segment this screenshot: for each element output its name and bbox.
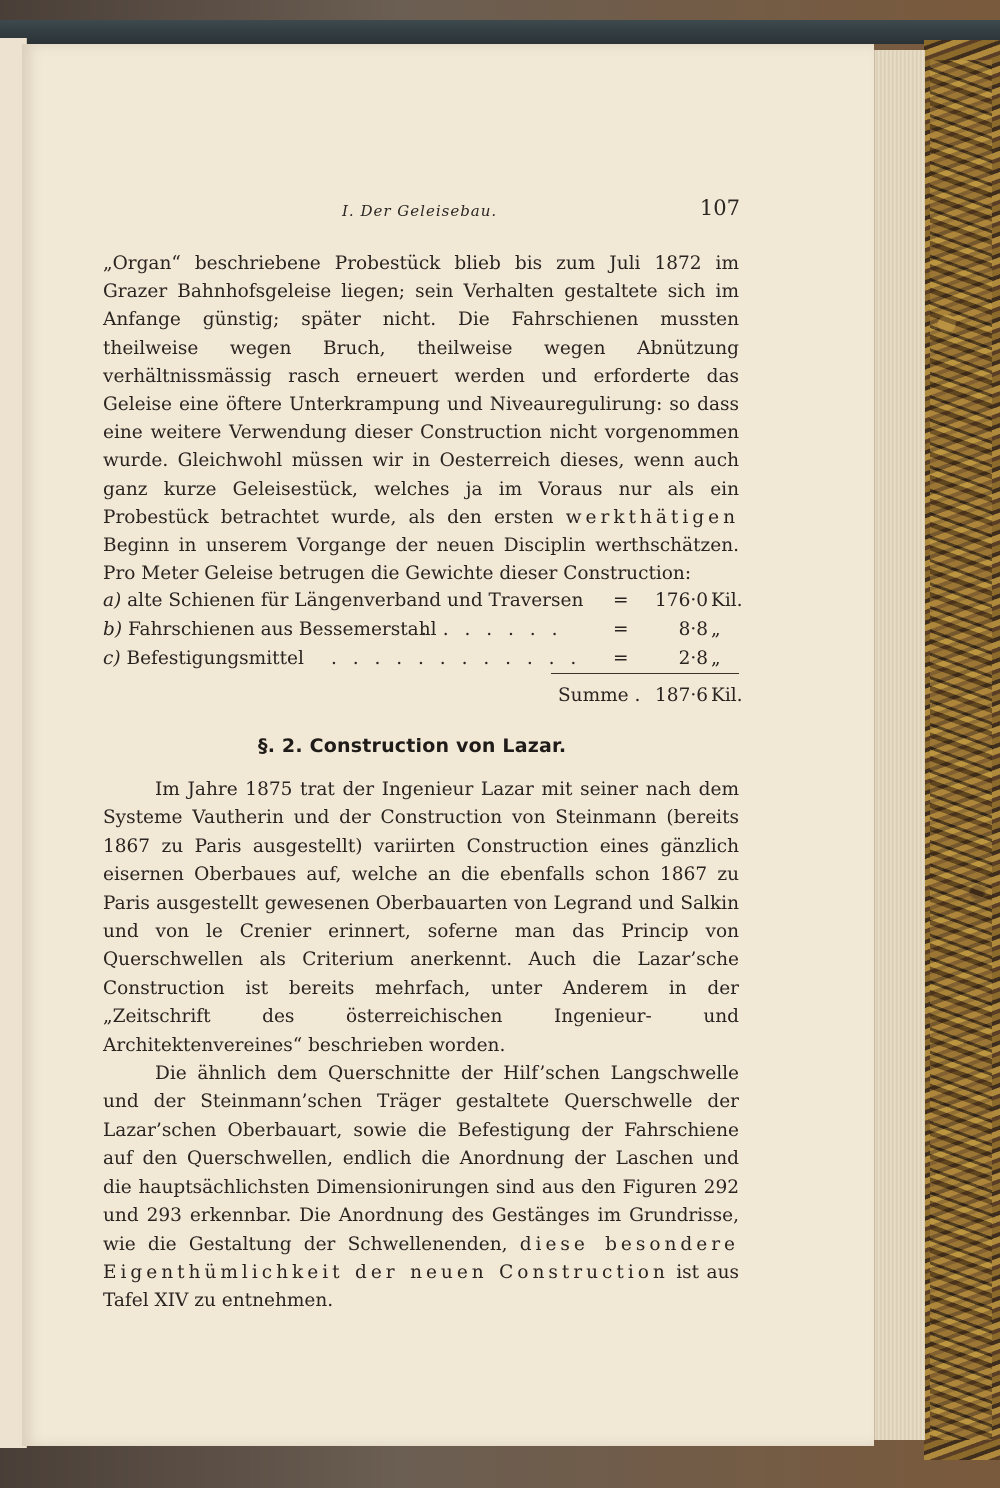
paragraph-3-emphasis: diese besondere Eigenthümlichkeit der neuen Construction bbox=[103, 1233, 739, 1283]
list-item bbox=[103, 615, 739, 644]
list-item-leader-dots: . . . . . . . . . . . . bbox=[331, 648, 582, 669]
list-item-value: 2·8 bbox=[678, 648, 708, 669]
paragraph-3 bbox=[103, 1060, 739, 1316]
paragraph-1-emphasis: werkthätigen bbox=[565, 506, 739, 528]
list-item-text: Befestigungsmittel bbox=[126, 648, 304, 669]
list-item bbox=[103, 644, 739, 673]
sum-row bbox=[103, 681, 743, 710]
body-text-section-2 bbox=[103, 776, 739, 1316]
list-item-equals: = bbox=[613, 619, 629, 640]
list-item-text: Fahrschienen aus Bessemerstahl bbox=[127, 619, 437, 640]
sum-rule bbox=[551, 673, 739, 674]
paragraph-1-text-cont: Beginn in unserem Vorgange der neuen Disciplin werthschätzen. Pro Meter Geleise betrugen die Gewichte dieser Construction: bbox=[103, 535, 739, 585]
list-item-equals: = bbox=[613, 590, 629, 611]
list-item bbox=[103, 586, 743, 615]
list-item-letter: a) bbox=[103, 590, 122, 611]
running-head bbox=[100, 196, 740, 226]
paragraph-2: Im Jahre 1875 trat der Ingenieur Lazar mit seiner nach dem Systeme Vautherin und der Construction von Steinmann (bereits 1867 zu Paris ausgestellt) variirten Construction eines gänzlich eisernen Oberbaues auf, welche an die ebenfalls schon 1867 zu Paris ausgestellt gewesenen Oberbauarten von Legrand und Salkin und von le Crenier erinnert, soferne man das Princip von Querschwellen als Criterium anerkennt. Auch die Lazar’sche Construction ist bereits mehrfach, unter Anderem in der „Zeitschrift des österreichischen Ingenieur- und Architektenvereines“ beschrieben worden. bbox=[103, 779, 739, 1056]
page-number: 107 bbox=[699, 196, 740, 220]
sum-unit: Kil. bbox=[711, 685, 743, 706]
section-heading: §. 2. Construction von Lazar. bbox=[258, 735, 567, 757]
running-title: I. Der Geleisebau. bbox=[342, 202, 498, 220]
book-spine-top bbox=[0, 20, 1000, 44]
list-item-unit: „ bbox=[711, 619, 721, 640]
paragraph-3-text-cont: ist aus Tafel XIV zu entnehmen. bbox=[103, 1261, 739, 1312]
paragraph-3-text: Die ähnlich dem Querschnitte der Hilf’schen Langschwelle und der Steinmann’schen Träger gestaltete Querschwelle der Lazar’schen Oberbauart, sowie die Befestigung der Fahrschiene auf den Querschwellen, endlich die Anordnung der Laschen und die hauptsächlichsten Dimensionirungen sind aus den Figuren 292 und 293 erkennbar. Die Anordnung des Gestänges im Grundrisse, wie die Gestaltung der Schwellenenden, bbox=[103, 1063, 739, 1255]
sum-label: Summe . bbox=[558, 685, 641, 706]
list-item-unit: „ bbox=[711, 648, 721, 669]
list-item-value: 176·0 bbox=[655, 590, 708, 611]
list-item-text: alte Schienen für Längenverband und Traversen bbox=[127, 590, 584, 611]
paragraph-1-text: „Organ“ beschriebene Probestück blieb bis zum Juli 1872 im Grazer Bahnhofsgeleise liegen; sein Verhalten gestaltete sich im Anfange günstig; später nicht. Die Fahrschienen mussten theilweise wegen Bruch, theilweise wegen Abnützung verhältnissmässig rasch erneuert werden und erforderte das Geleise eine öftere Unterkrampung und Niveauregulirung: so dass eine weitere Verwendung dieser Construction nicht vorgenommen wurde. Gleichwohl müssen wir in Oesterreich dieses, wenn auch ganz kurze Geleisestück, welches ja im Voraus nur als ein Probestück betrachtet wurde, als den ersten bbox=[103, 253, 739, 528]
paragraph-1 bbox=[103, 250, 739, 588]
sum-value: 187·6 bbox=[655, 685, 708, 706]
list-item-letter: c) bbox=[103, 648, 121, 669]
page-stack-edges bbox=[874, 50, 925, 1440]
marbled-cover-pattern bbox=[930, 60, 992, 1440]
list-item-value: 8·8 bbox=[678, 619, 708, 640]
list-item-leader-dots: . . . . . . . bbox=[421, 619, 563, 640]
list-item-unit: Kil. bbox=[711, 590, 743, 611]
weights-list bbox=[103, 586, 743, 706]
list-item-equals: = bbox=[613, 648, 629, 669]
list-item-letter: b) bbox=[103, 619, 123, 640]
